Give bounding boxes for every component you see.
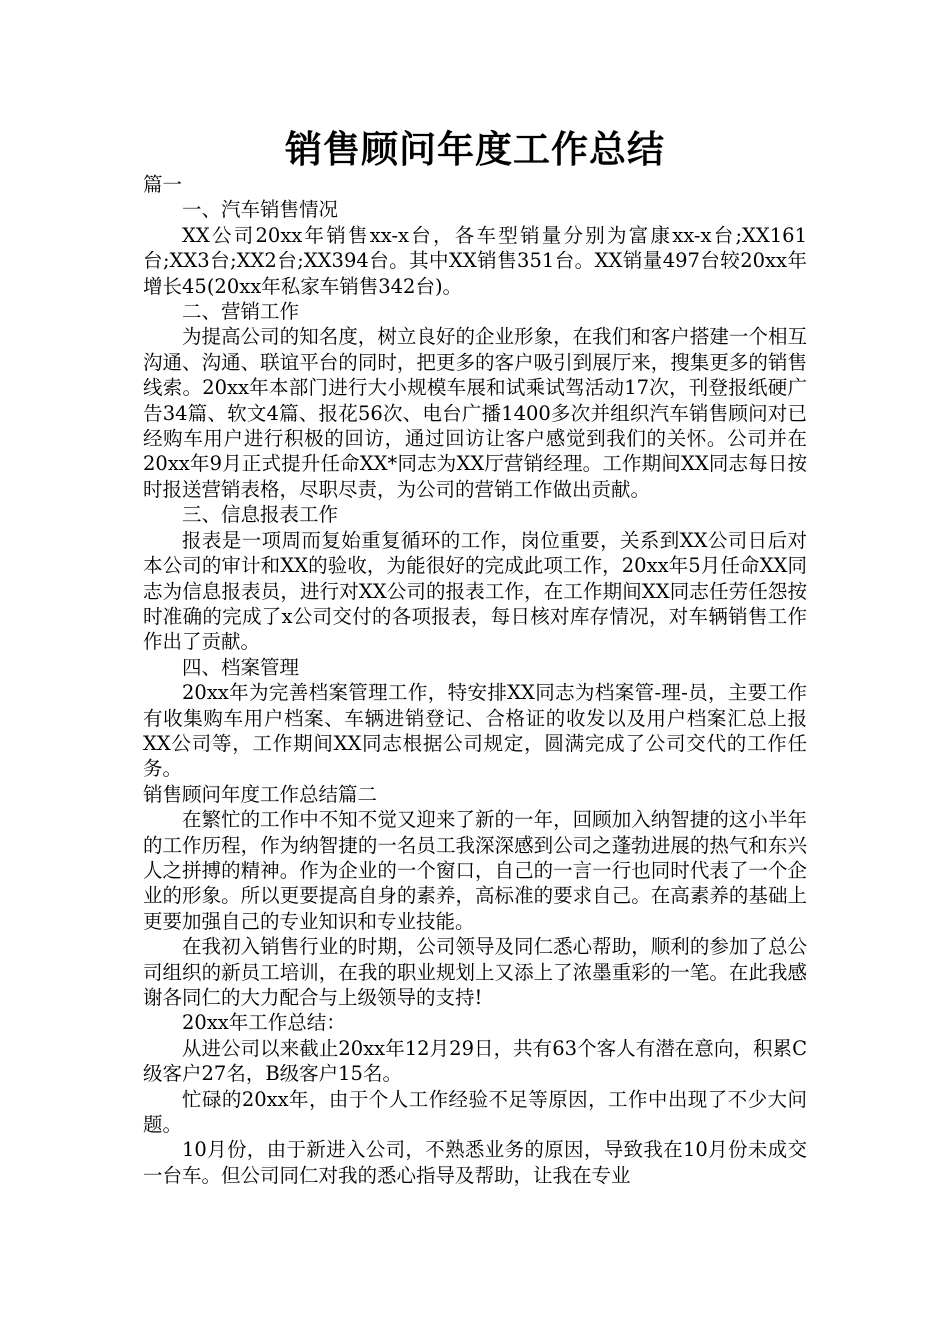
section-heading: 一、汽车销售情况	[182, 198, 339, 222]
body-paragraph: 忙碌的20xx年，由于个人工作经验不足等原因，工作中出现了不少大问题。	[143, 1087, 807, 1137]
body-paragraph: 20xx年为完善档案管理工作，特安排XX同志为档案管-理-员，主要工作有收集购车用户档案、车辆进销登记、合格证的收发以及用户档案汇总上报XX公司等，工作期间XX同志根据公司规定，圆满完成了公司交代的工作任务。	[143, 681, 807, 781]
body-paragraph: 报表是一项周而复始重复循环的工作，岗位重要，关系到XX公司日后对本公司的审计和XX的验收，为能很好的完成此项工作，20xx年5月任命XX同志为信息报表员，进行对XX公司的报表工作，在工作期间XX同志任劳任怨按时准确的完成了x公司交付的各项报表，每日核对库存情况，对车辆销售工作作出了贡献。	[143, 528, 807, 654]
body-paragraph: 为提高公司的知名度，树立良好的企业形象，在我们和客户搭建一个相互沟通、沟通、联谊平台的同时，把更多的客户吸引到展厅来，搜集更多的销售线索。20xx年本部门进行大小规模车展和试乘试驾活动17次，刊登报纸硬广告34篇、软文4篇、报花56次、电台广播1400多次并组织汽车销售顾问对已经购车用户进行积极的回访，通过回访让客户感觉到我们的关怀。公司并在20xx年9月正式提升任命XX*同志为XX厅营销经理。工作期间XX同志每日按时报送营销表格，尽职尽责，为公司的营销工作做出贡献。	[143, 325, 807, 501]
section-heading: 二、营销工作	[182, 300, 300, 324]
document-body	[143, 172, 807, 1188]
section-heading: 四、档案管理	[182, 655, 300, 679]
section-label: 篇一	[143, 173, 183, 196]
section-heading: 三、信息报表工作	[182, 503, 339, 527]
body-paragraph: 从进公司以来截止20xx年12月29日，共有63个客人有潜在意向，积累C级客户27名，B级客户15名。	[143, 1036, 807, 1086]
body-paragraph: 10月份，由于新进入公司，不熟悉业务的原因，导致我在10月份未成交一台车。但公司同仁对我的悉心指导及帮助，让我在专业	[143, 1138, 807, 1187]
body-paragraph: XX公司20xx年销售xx-x台，各车型销量分别为富康xx-x台;XX161台;XX3台;XX2台;XX394台。其中XX销售351台。XX销量497台较20xx年增长45(20xx年私家车销售342台)。	[143, 223, 807, 298]
body-paragraph: 在繁忙的工作中不知不觉又迎来了新的一年，回顾加入纳智捷的这小半年的工作历程，作为纳智捷的一名员工我深深感到公司之蓬勃进展的热气和东兴人之拼搏的精神。作为企业的一个窗口，自己的一言一行也同时代表了一个企业的形象。所以更要提高自身的素养，高标准的要求自己。在高素养的基础上更要加强自己的专业知识和专业技能。	[143, 808, 807, 933]
body-paragraph: 在我初入销售行业的时期，公司领导及同仁悉心帮助，顺利的参加了总公司组织的新员工培训，在我的职业规划上又添上了浓墨重彩的一笔。在此我感谢各同仁的大力配合与上级领导的支持!	[143, 935, 807, 1009]
section-label: 销售顾问年度工作总结篇二	[143, 782, 378, 806]
document-title: 销售顾问年度工作总结	[285, 128, 665, 171]
body-paragraph: 20xx年工作总结：	[182, 1011, 346, 1035]
